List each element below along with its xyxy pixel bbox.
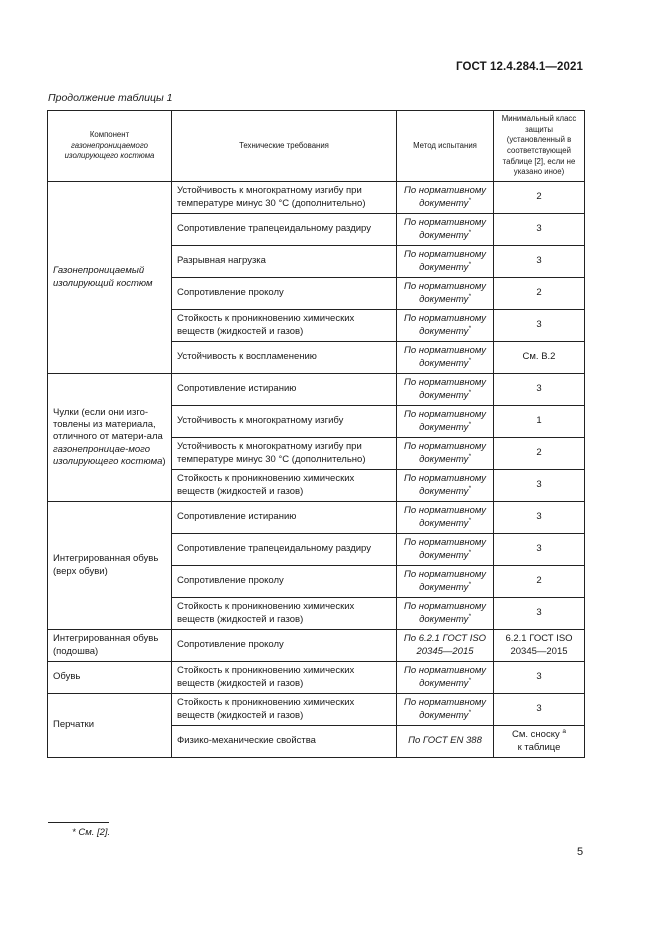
requirement-cell: Устойчивость к многократному изгибу при температуре минус 30 °С (дополнительно) <box>172 182 397 214</box>
method-cell <box>397 694 494 726</box>
component-cell: Перчатки <box>48 694 172 758</box>
method-text: По нормативному документу <box>403 281 487 305</box>
footnote-mark: * <box>468 516 471 524</box>
requirement-cell: Стойкость к проникновению химических веществ (жидкостей и газов) <box>172 694 397 726</box>
class-cell: 3 <box>494 662 585 694</box>
footnote-mark: * <box>468 484 471 492</box>
method-cell <box>397 374 494 406</box>
method-text: По нормативному документу <box>403 313 487 337</box>
method-text: По нормативному документу <box>403 185 487 209</box>
component-label-part: ) <box>162 456 166 468</box>
class-cell: 2 <box>494 278 585 310</box>
class-cell: 3 <box>494 694 585 726</box>
footnote-mark: * <box>468 548 471 556</box>
class-text: См. сноску <box>512 729 560 741</box>
footnote-mark: * <box>468 420 471 428</box>
requirement-cell: Физико-механические свойства <box>172 726 397 758</box>
class-cell: 3 <box>494 502 585 534</box>
class-cell: 6.2.1 ГОСТ ISO 20345—2015 <box>494 630 585 662</box>
requirement-cell: Устойчивость к многократному изгибу при температуре минус 30 °С (дополнительно) <box>172 438 397 470</box>
footnote-mark: * <box>468 452 471 460</box>
requirement-cell: Сопротивление проколу <box>172 278 397 310</box>
method-cell <box>397 182 494 214</box>
class-cell: 2 <box>494 566 585 598</box>
footnote-mark: * <box>468 388 471 396</box>
footnote-mark: * <box>468 676 471 684</box>
header-method: Метод испытания <box>397 111 494 182</box>
method-cell <box>397 342 494 374</box>
method-cell <box>397 246 494 278</box>
method-text: По нормативному документу <box>403 217 487 241</box>
requirement-cell: Сопротивление истиранию <box>172 374 397 406</box>
method-cell <box>397 598 494 630</box>
method-cell <box>397 470 494 502</box>
footnote-mark: * <box>468 580 471 588</box>
method-cell <box>397 534 494 566</box>
component-cell: Интегрированная обувь (верх обуви) <box>48 502 172 630</box>
document-designation: ГОСТ 12.4.284.1—2021 <box>456 61 583 73</box>
class-cell: 3 <box>494 534 585 566</box>
method-text: По нормативному документу <box>403 377 487 401</box>
header-class: Минимальный класс защиты (установленный в соответствующей таблице [2], если не указано иное) <box>494 111 585 182</box>
component-label-part: газонепроницае-мого изолирующего костюма <box>53 443 163 468</box>
method-text: По нормативному документу <box>403 601 487 625</box>
requirement-cell: Устойчивость к воспламенению <box>172 342 397 374</box>
class-cell: 3 <box>494 598 585 630</box>
class-cell: См. В.2 <box>494 342 585 374</box>
method-text: По нормативному документу <box>403 441 487 465</box>
component-cell: Обувь <box>48 662 172 694</box>
method-cell <box>397 214 494 246</box>
method-cell <box>397 502 494 534</box>
method-text: По нормативному документу <box>403 537 487 561</box>
class-cell <box>494 726 585 758</box>
footnote-mark: * <box>468 612 471 620</box>
footnote-mark: * <box>468 292 471 300</box>
method-cell <box>397 406 494 438</box>
class-cell: 3 <box>494 246 585 278</box>
requirement-cell: Устойчивость к многократному изгибу <box>172 406 397 438</box>
component-cell <box>48 374 172 502</box>
requirement-cell: Сопротивление трапецеидальному раздиру <box>172 214 397 246</box>
class-cell: 1 <box>494 406 585 438</box>
class-cell: 2 <box>494 182 585 214</box>
requirement-cell: Стойкость к проникновению химических веществ (жидкостей и газов) <box>172 470 397 502</box>
component-cell: Интегрированная обувь (подошва) <box>48 630 172 662</box>
component-label-part: Чулки (если они изго-товлены из материала, отличного от матери-ала <box>53 406 163 443</box>
requirement-cell: Сопротивление трапецеидальному раздиру <box>172 534 397 566</box>
page-number: 5 <box>577 846 584 858</box>
header-component-line2: газонепроницаемого изолирующего костюма <box>64 140 155 161</box>
footnote-mark: * <box>468 260 471 268</box>
method-text: По нормативному документу <box>403 473 487 497</box>
class-cell: 3 <box>494 470 585 502</box>
method-text: По нормативному документу <box>403 697 487 721</box>
footnote-mark: * <box>468 324 471 332</box>
requirement-cell: Стойкость к проникновению химических веществ (жидкостей и газов) <box>172 310 397 342</box>
class-text-line2: к таблице <box>517 741 561 753</box>
footnote-mark: а <box>562 728 566 735</box>
footnote-mark: * <box>468 196 471 204</box>
class-cell: 3 <box>494 214 585 246</box>
requirement-cell: Стойкость к проникновению химических веществ (жидкостей и газов) <box>172 662 397 694</box>
footnote-mark: * <box>468 708 471 716</box>
component-label: Газонепроницаемый изолирующий костюм <box>53 265 153 289</box>
requirement-cell: Стойкость к проникновению химических веществ (жидкостей и газов) <box>172 598 397 630</box>
method-text: По 6.2.1 ГОСТ ISO 20345—2015 <box>403 633 487 657</box>
method-cell <box>397 566 494 598</box>
method-text: По нормативному документу <box>403 569 487 593</box>
method-text: По нормативному документу <box>403 249 487 273</box>
requirement-cell: Сопротивление проколу <box>172 566 397 598</box>
method-text: По нормативному документу <box>403 409 487 433</box>
requirement-cell: Сопротивление истиранию <box>172 502 397 534</box>
requirements-table <box>47 110 585 758</box>
method-text: По нормативному документу <box>403 345 487 369</box>
method-cell <box>397 726 494 758</box>
method-text: По ГОСТ EN 388 <box>408 735 482 747</box>
table-continuation-caption: Продолжение таблицы 1 <box>48 92 173 104</box>
method-text: По нормативному документу <box>403 505 487 529</box>
requirement-cell: Разрывная нагрузка <box>172 246 397 278</box>
method-cell <box>397 662 494 694</box>
class-cell: 3 <box>494 310 585 342</box>
footnote-separator <box>48 822 109 823</box>
footnote-mark: * <box>468 228 471 236</box>
header-requirements: Технические требования <box>172 111 397 182</box>
method-text: По нормативному документу <box>403 665 487 689</box>
footnote: * См. [2]. <box>72 827 111 838</box>
header-component-line1: Компонент <box>89 130 130 140</box>
method-cell <box>397 310 494 342</box>
class-cell: 2 <box>494 438 585 470</box>
method-cell <box>397 278 494 310</box>
requirement-cell: Сопротивление проколу <box>172 630 397 662</box>
component-cell <box>48 182 172 374</box>
footnote-mark: * <box>468 356 471 364</box>
class-cell: 3 <box>494 374 585 406</box>
method-cell <box>397 630 494 662</box>
header-component <box>48 111 172 182</box>
method-cell <box>397 438 494 470</box>
